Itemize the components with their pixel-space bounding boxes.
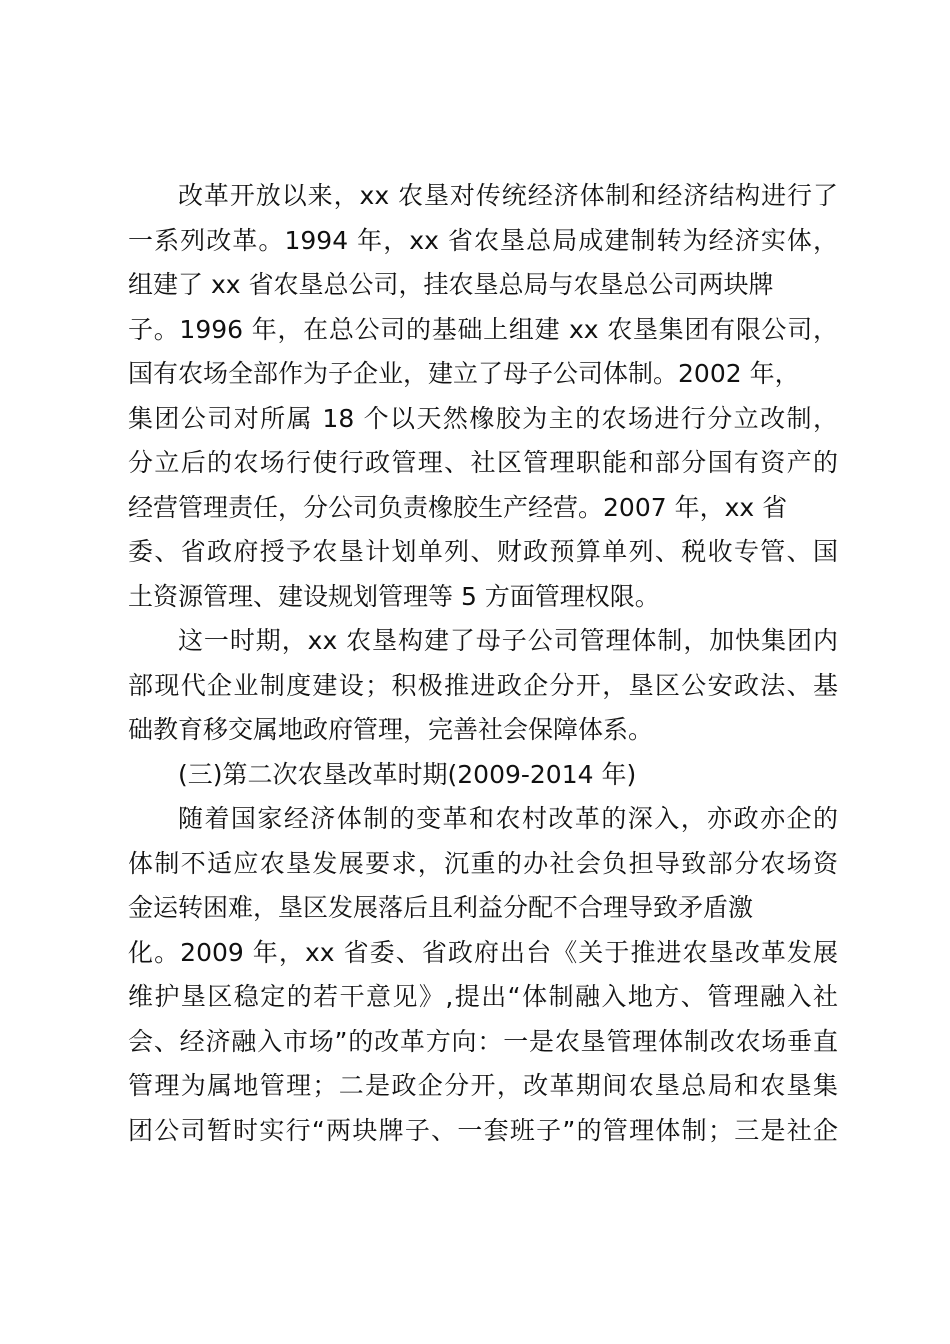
text-line: 部现代企业制度建设；积极推进政企分开，垦区公安政法、基 [128,670,838,700]
text-line: 子。1996 年，在总公司的基础上组建 xx 农垦集团有限公司， [128,314,838,344]
text-line: 集团公司对所属 18 个以天然橡胶为主的农场进行分立改制， [128,403,838,433]
text-line: 改革开放以来，xx 农垦对传统经济体制和经济结构进行了 [178,181,838,210]
text-line: 委、省政府授予农垦计划单列、财政预算单列、税收专管、国 [128,537,838,566]
text-line: 国有农场全部作为子企业，建立了母子公司体制。2002 年， [128,359,800,388]
text-line: 经营管理责任，分公司负责橡胶生产经营。2007 年，xx 省 [128,492,788,522]
text-line: 组建了 xx 省农垦总公司，挂农垦总局与农垦总公司两块牌 [128,270,774,299]
text-line: 金运转困难，垦区发展落后且利益分配不合理导致矛盾激 [128,893,754,922]
text-line: 分立后的农场行使行政管理、社区管理职能和部分国有资产的 [128,448,838,477]
text-line: 会、经济融入市场”的改革方向：一是农垦管理体制改农场垂直 [128,1026,838,1056]
text-line: 土资源管理、建设规划管理等 5 方面管理权限。 [128,581,660,611]
text-line: 团公司暂时实行“两块牌子、一套班子”的管理体制；三是社企 [128,1115,838,1145]
text-line: 这一时期，xx 农垦构建了母子公司管理体制，加快集团内 [178,626,838,655]
text-line: 管理为属地管理；二是政企分开，改革期间农垦总局和农垦集 [128,1071,838,1100]
text-line: 化。2009 年，xx 省委、省政府出台《关于推进农垦改革发展 [128,937,838,967]
text-line: 维护垦区稳定的若干意见》,提出“体制融入地方、管理融入社 [128,982,838,1011]
section-heading: (三)第二次农垦改革时期(2009-2014 年) [178,759,637,789]
text-line: 础教育移交属地政府管理，完善社会保障体系。 [128,715,654,744]
text-line: 随着国家经济体制的变革和农村改革的深入，亦政亦企的 [178,804,838,833]
body-text [128,174,838,1153]
text-line: 一系列改革。1994 年，xx 省农垦总局成建制转为经济实体， [128,225,838,255]
text-line: 体制不适应农垦发展要求，沉重的办社会负担导致部分农场资 [128,848,838,878]
